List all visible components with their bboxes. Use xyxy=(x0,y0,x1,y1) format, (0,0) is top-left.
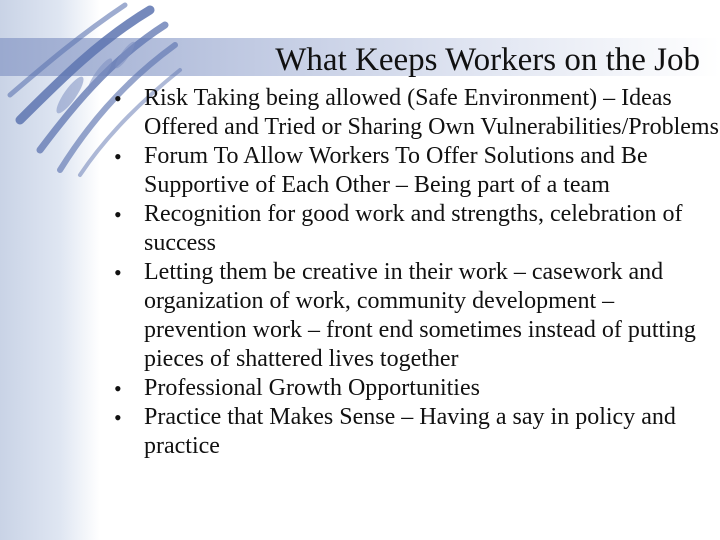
bullet-marker: • xyxy=(114,376,122,401)
bullet-item xyxy=(114,374,720,403)
bullet-list xyxy=(114,84,720,461)
bullet-text: Recognition for good work and strengths, celebration of success xyxy=(144,201,683,256)
bullet-marker: • xyxy=(114,144,122,169)
bullet-marker: • xyxy=(114,405,122,430)
bullet-text: Forum To Allow Workers To Offer Solutions and Be Supportive of Each Other – Being part of a team xyxy=(144,143,648,198)
bullet-item xyxy=(114,142,720,200)
bullet-item xyxy=(114,403,720,461)
bullet-marker: • xyxy=(114,202,122,227)
bullet-item xyxy=(114,200,720,258)
bullet-text: Professional Growth Opportunities xyxy=(144,375,480,401)
bullet-text: Risk Taking being allowed (Safe Environment) – Ideas Offered and Tried or Sharing Own Vulnerabilities/Problems xyxy=(144,85,719,140)
bullet-text: Practice that Makes Sense – Having a say in policy and practice xyxy=(144,404,676,459)
bullet-item xyxy=(114,84,720,142)
bullet-item xyxy=(114,258,720,374)
bullet-text: Letting them be creative in their work – casework and organization of work, community development – prevention work – front end sometimes instead of putting pieces of shattered lives together xyxy=(144,259,696,372)
slide-title: What Keeps Workers on the Job xyxy=(275,42,700,78)
bullet-marker: • xyxy=(114,260,122,285)
bullet-marker: • xyxy=(114,86,122,111)
